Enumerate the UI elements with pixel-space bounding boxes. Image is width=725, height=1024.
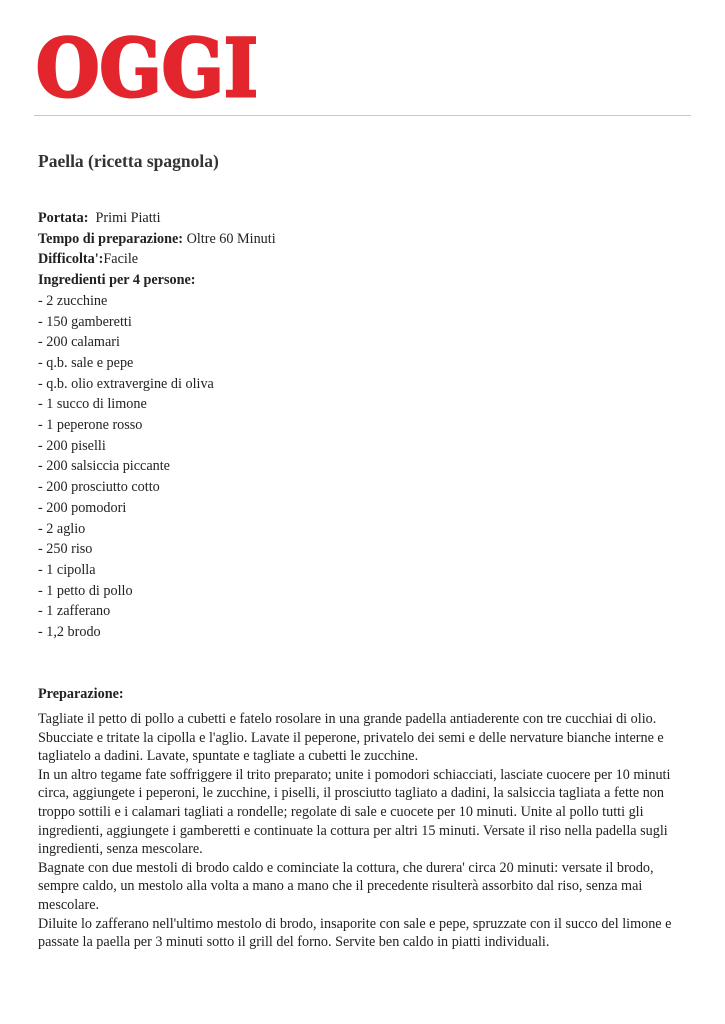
preparation-step: In un altro tegame fate soffriggere il trito preparato; unite i pomodori schiacciati, lasciate cuocere per 10 minuti circa, aggiungete i peperoni, le zucchine, i piselli, il prosciutto tagliato a dadini, la salsiccia tagliata a fette non troppo sottili e i calamari tagliati a rondelle; regolate di sale e cuocete per 10 minuti. Unite al pollo tutti gli ingredienti, aggiungete i gamberetti e continuate la cottura per altri 15 minuti. Versate il riso nella padella sugli ingredienti, senza mescolare.: [38, 766, 671, 858]
ingredienti-row: [38, 270, 698, 291]
tempo-row: [38, 229, 698, 250]
ingredient-item: - 1 succo di limone: [38, 396, 147, 413]
oggi-logo: [36, 30, 260, 102]
ingredient-item: - 200 calamari: [38, 334, 120, 351]
preparazione-heading: Preparazione:: [38, 686, 124, 702]
ingredient-item: - 250 riso: [38, 541, 93, 558]
tempo-value: Oltre 60 Minuti: [186, 230, 276, 247]
preparation-step: Diluite lo zafferano nell'ultimo mestolo di brodo, insaporite con sale e pepe, spruzzate con il succo del limone e passate la paella per 3 minuti sotto il grill del forno. Servite ben caldo in piatti individuali.: [38, 915, 672, 951]
ingredient-item: - 1 zafferano: [38, 603, 111, 620]
portata-label: Portata:: [38, 210, 89, 226]
header-divider: [34, 115, 691, 116]
ingredient-item: - q.b. sale e pepe: [38, 354, 134, 371]
ingredient-item: - 150 gamberetti: [38, 313, 132, 330]
ingredient-item: - q.b. olio extravergine di oliva: [38, 375, 214, 392]
ingredient-item: - 200 piselli: [38, 437, 106, 454]
oggi-logo-graphic: [36, 30, 260, 102]
ingredients-list: [38, 291, 698, 643]
ingredient-item: - 2 zucchine: [38, 292, 108, 309]
portata-row: [38, 208, 698, 229]
ingredient-item: - 200 pomodori: [38, 499, 127, 516]
ingredient-item: - 200 prosciutto cotto: [38, 479, 160, 496]
ingredient-item: - 1 petto di pollo: [38, 582, 133, 599]
preparation-step: Bagnate con due mestoli di brodo caldo e cominciate la cottura, che durera' circa 20 minuti: versate il brodo, sempre caldo, un mestolo alla volta a mano a mano che il precedente risulterà assorbito dal riso, senza mai mescolare.: [38, 859, 654, 913]
tempo-label: Tempo di preparazione:: [38, 230, 184, 247]
recipe-title: Paella (ricetta spagnola): [38, 151, 219, 171]
ingredient-item: - 1 peperone rosso: [38, 417, 143, 434]
difficolta-value: Facile: [103, 251, 139, 268]
recipe-details: [38, 208, 698, 643]
difficolta-row: [38, 249, 698, 270]
ingredient-item: - 2 aglio: [38, 520, 86, 537]
preparation-text: [38, 710, 698, 952]
ingredient-item: - 200 salsiccia piccante: [38, 458, 170, 475]
difficolta-label: Difficolta':: [38, 251, 104, 268]
preparation-step: Tagliate il petto di pollo a cubetti e fatelo rosolare in una grande padella antiaderente con tre cucchiai di olio. Sbucciate e tritate la cipolla e l'aglio. Lavate il peperone, privatelo dei semi e delle nervature bianche interne e tagliatelo a dadini. Lavate, spuntate e tagliate a cubetti le zucchine.: [38, 711, 664, 765]
portata-value: Primi Piatti: [95, 210, 161, 226]
logo-wordmark: OGGI: [36, 30, 258, 102]
ingredient-item: - 1,2 brodo: [38, 624, 101, 641]
ingredienti-label: Ingredienti per 4 persone:: [38, 272, 196, 289]
ingredient-item: - 1 cipolla: [38, 561, 96, 578]
